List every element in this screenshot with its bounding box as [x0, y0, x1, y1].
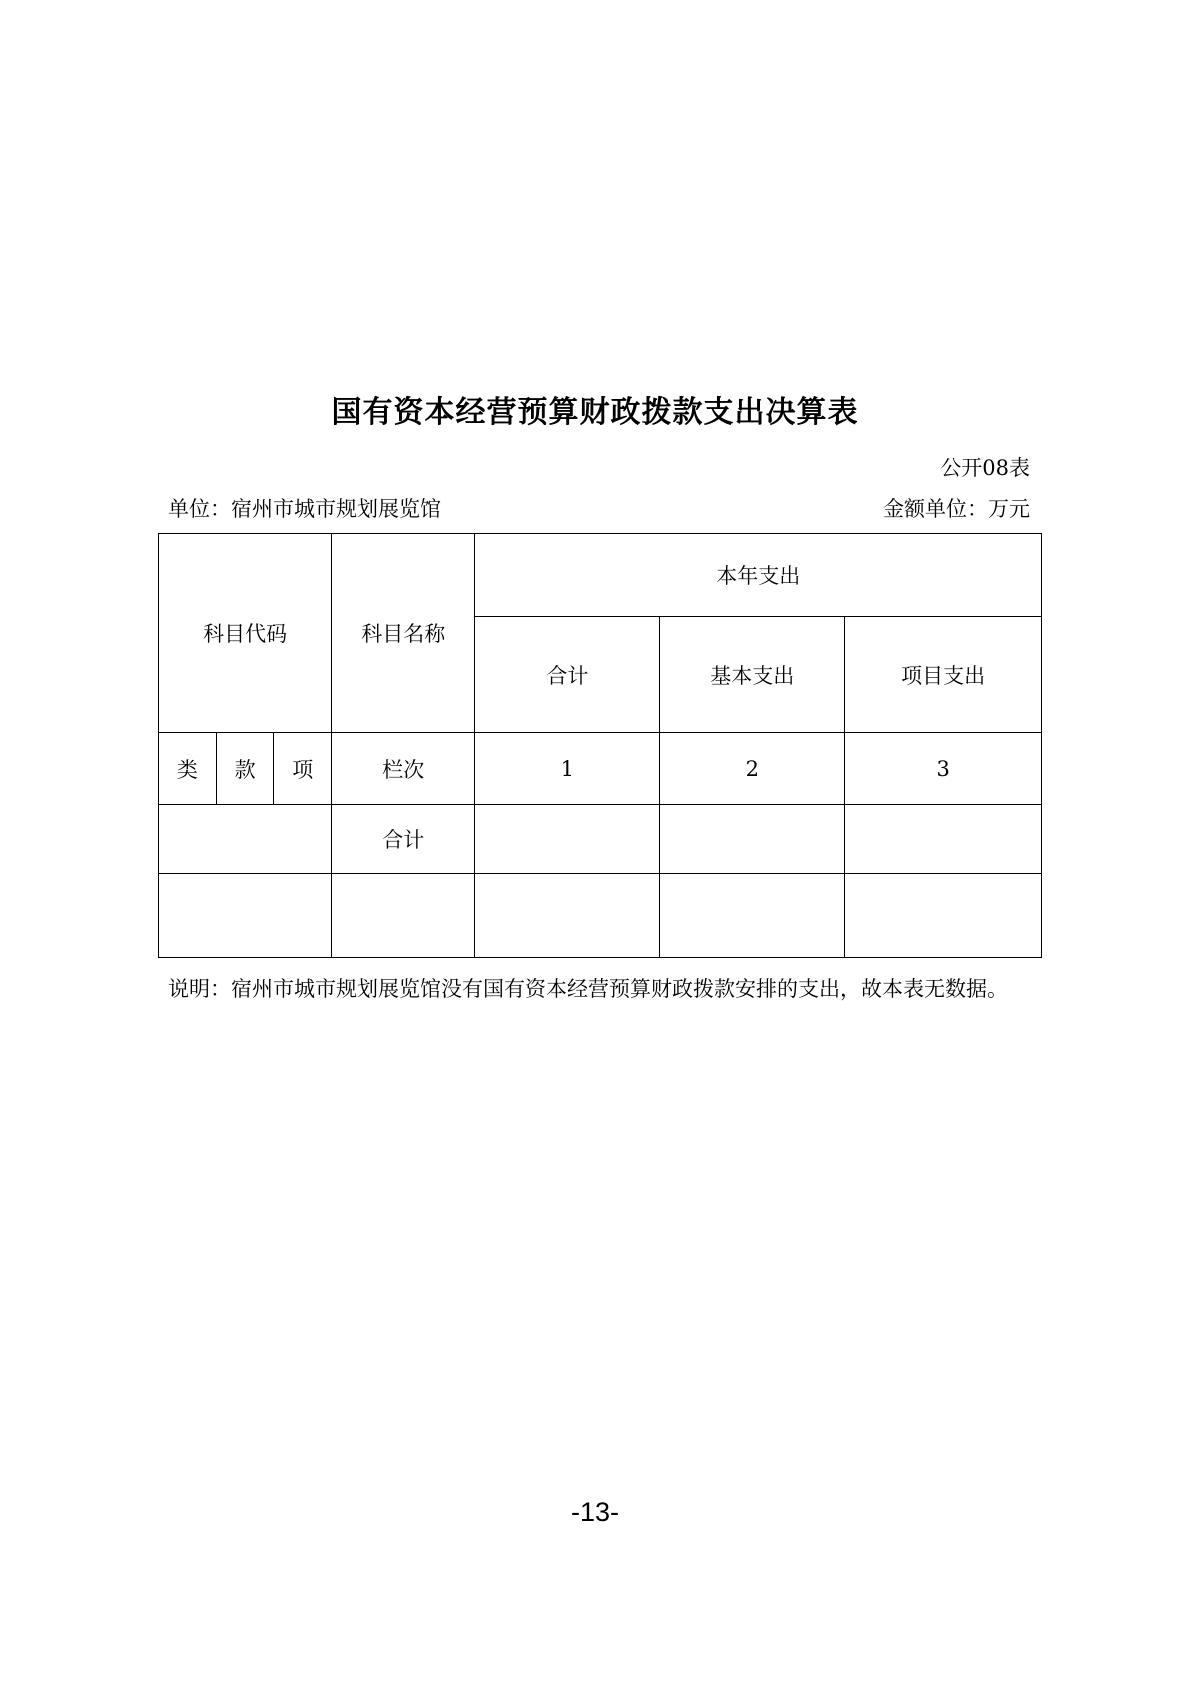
header-current-year-expenditure: 本年支出	[475, 534, 1042, 617]
column-index-3: 3	[845, 733, 1042, 805]
row-basic-cell	[660, 874, 845, 958]
row-name-cell	[332, 874, 475, 958]
column-index-label: 栏次	[332, 733, 475, 805]
row-project-cell	[845, 874, 1042, 958]
header-subject-name: 科目名称	[332, 534, 475, 733]
row-basic-cell	[660, 805, 845, 874]
table-row	[159, 805, 1042, 874]
amount-unit: 金额单位：万元	[883, 497, 1030, 521]
column-index-2: 2	[660, 733, 845, 805]
explanatory-note: 说明：宿州市城市规划展览馆没有国有资本经营预算财政拨款安排的支出，故本表无数据。	[168, 977, 1008, 1001]
header-project-expenditure: 项目支出	[845, 617, 1042, 733]
row-project-cell	[845, 805, 1042, 874]
row-code-cell	[159, 805, 332, 874]
column-index-row	[159, 733, 1042, 805]
code-section-label: 款	[216, 733, 274, 805]
row-code-cell	[159, 874, 332, 958]
row-total-cell	[475, 805, 660, 874]
document-title: 国有资本经营预算财政拨款支出决算表	[331, 395, 859, 430]
row-name-cell: 合计	[332, 805, 475, 874]
page-number: -13-	[570, 1497, 619, 1527]
row-total-cell	[475, 874, 660, 958]
reporting-unit: 单位：宿州市城市规划展览馆	[168, 497, 441, 521]
header-total: 合计	[475, 617, 660, 733]
header-basic-expenditure: 基本支出	[660, 617, 845, 733]
code-class-label: 类	[159, 733, 217, 805]
header-subject-code: 科目代码	[159, 534, 332, 733]
code-item-label: 项	[274, 733, 332, 805]
budget-table	[158, 533, 1042, 958]
column-index-1: 1	[475, 733, 660, 805]
table-number: 公开08表	[940, 456, 1030, 480]
table-row	[159, 874, 1042, 958]
